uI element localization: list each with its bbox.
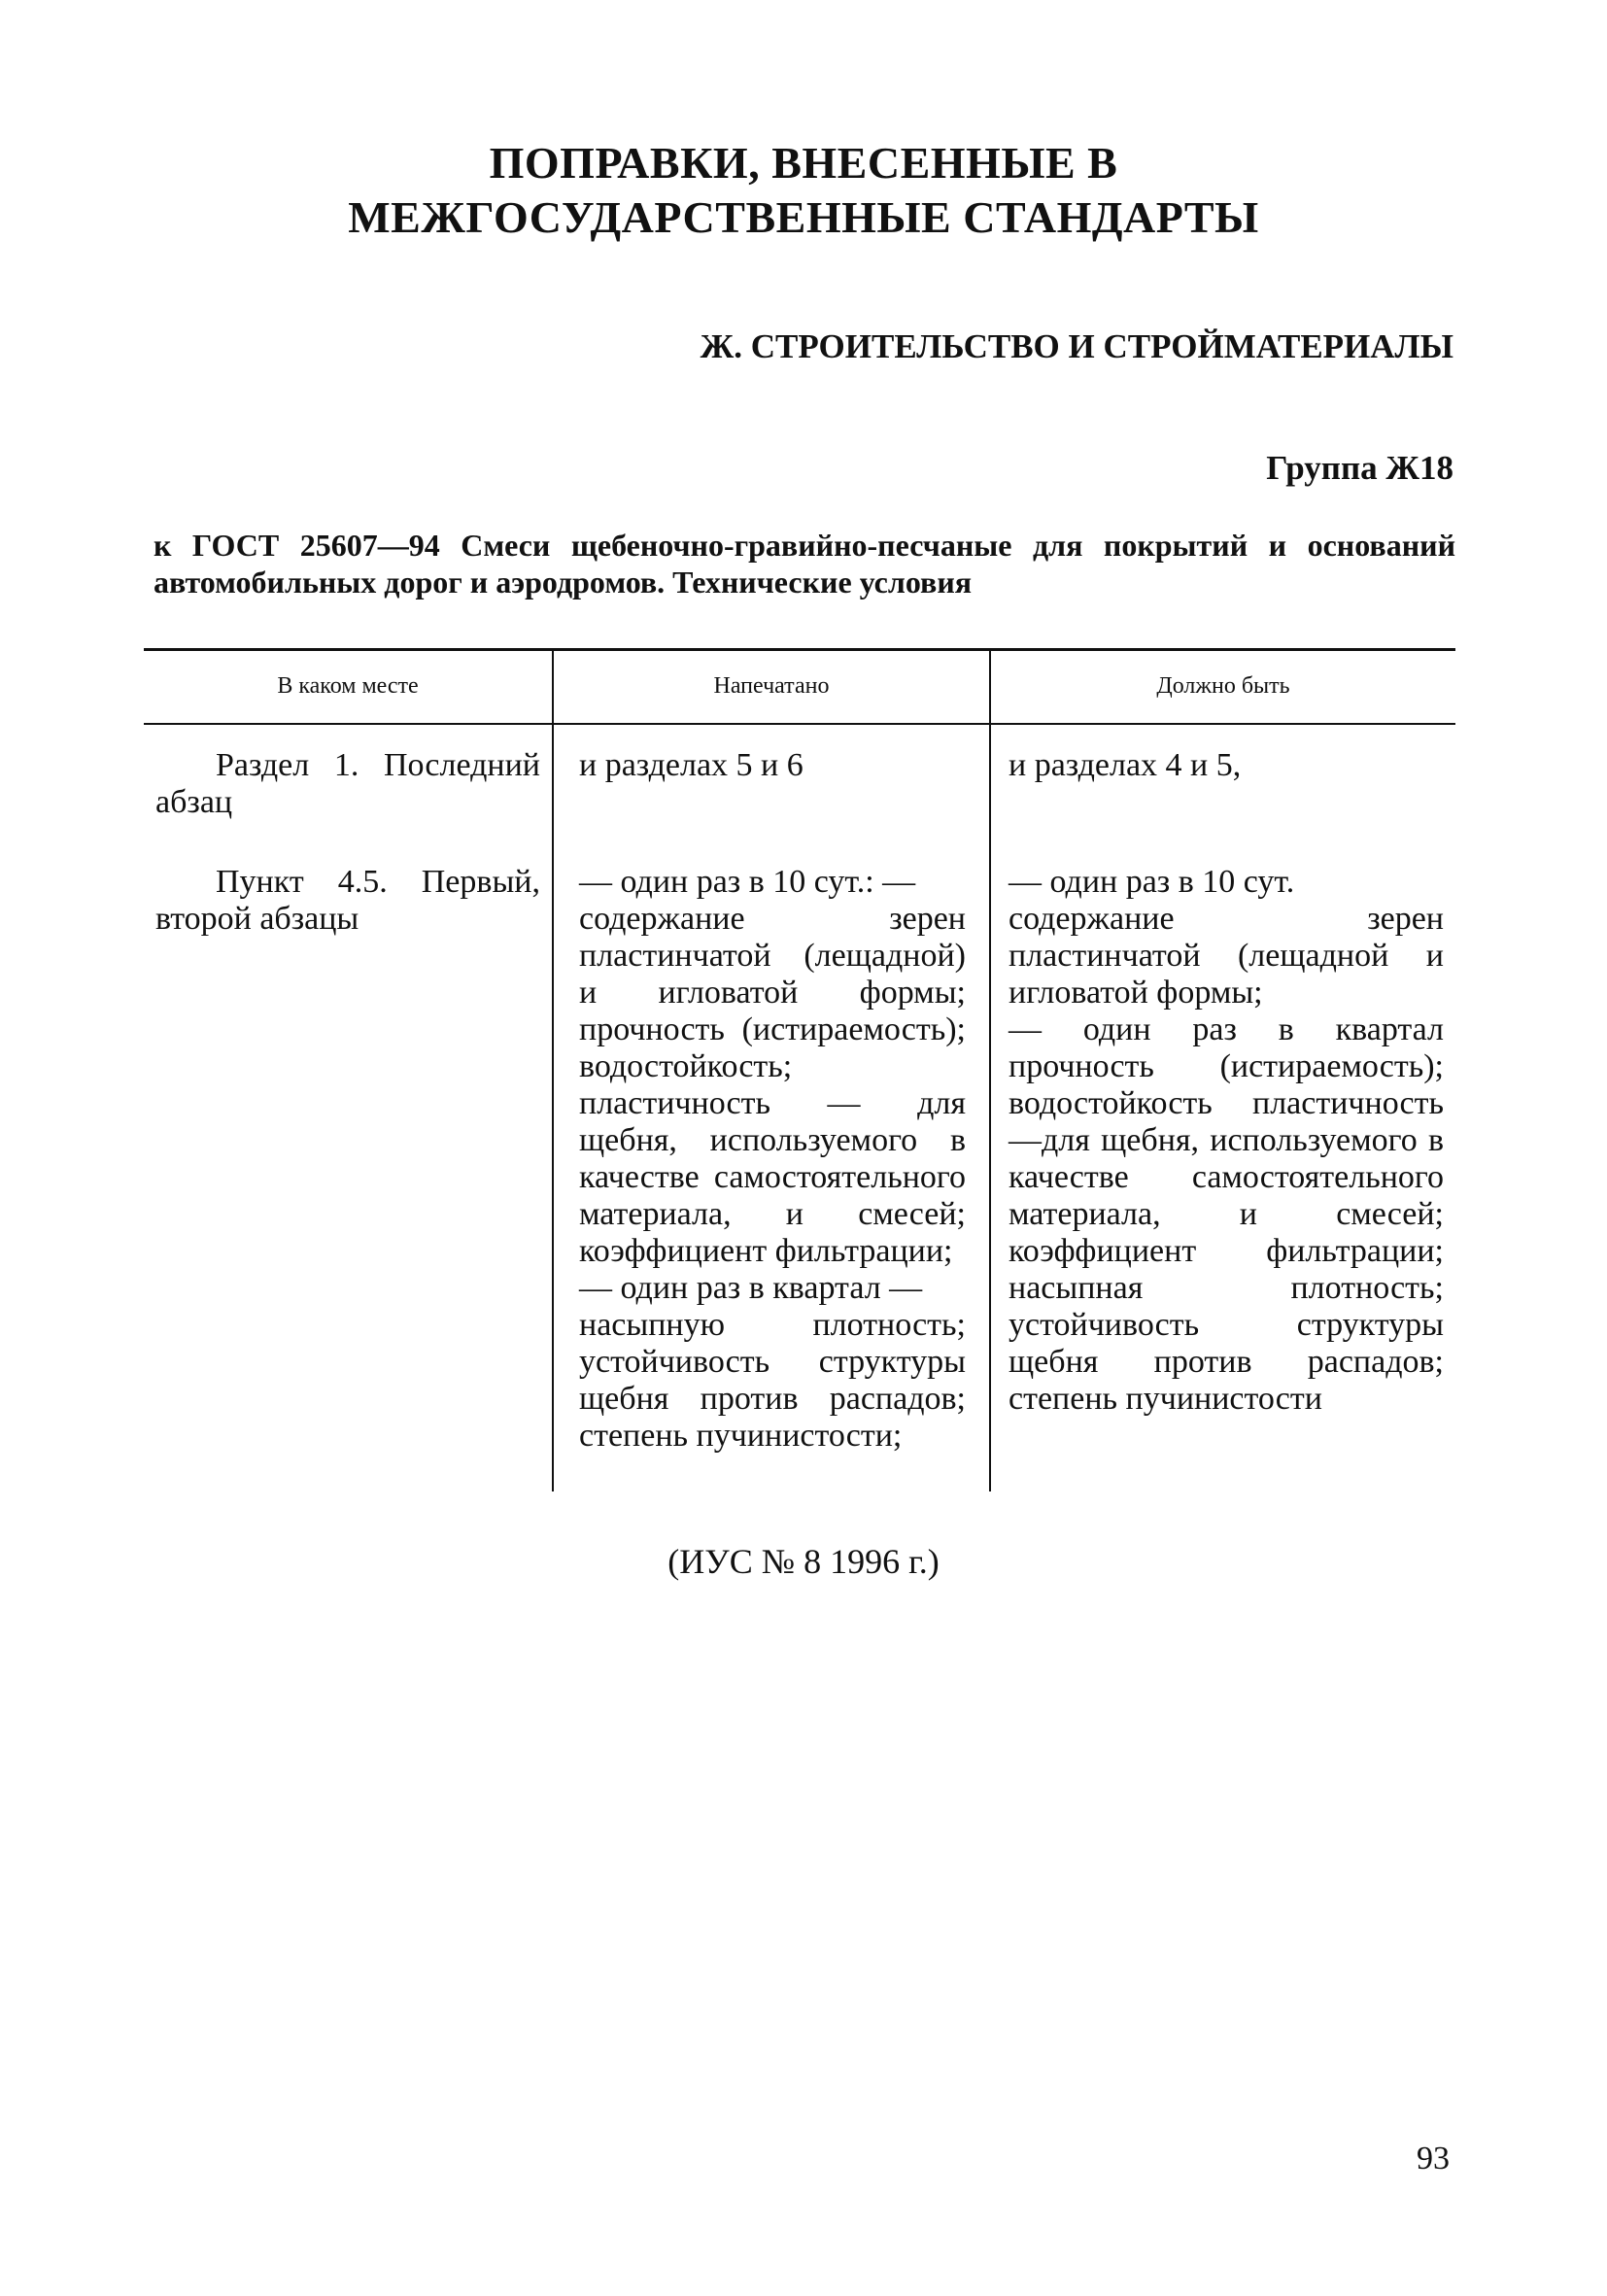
row-2-place: Пункт 4.5. Первый, второй абзацы	[155, 864, 540, 937]
row-2-should-be	[1009, 864, 1444, 1418]
row-2-printed-line-2: содержание зерен пластинчатой (лещадной) и игловатой формы; прочность (истираемость); водостойкость; пластичность — для щебня, используемого в качестве самостоятельного материала, и смесей; коэффициент фильтрации;	[579, 901, 966, 1269]
row-2-printed-line-1: — один раз в 10 сут.: —	[579, 864, 916, 900]
row-2-should-be-line-1: — один раз в 10 сут.	[1009, 864, 1295, 900]
row-2-should-be-line-2: содержание зерен пластинчатой (лещадной и игловатой формы;	[1009, 901, 1444, 1011]
page-title	[0, 136, 1607, 245]
column-header-should-be: Должно быть	[1156, 673, 1290, 699]
group-label: Группа Ж18	[1266, 449, 1453, 487]
row-1-printed: и разделах 5 и 6	[579, 747, 804, 783]
page-title-line-2: МЕЖГОСУДАРСТВЕННЫЕ СТАНДАРТЫ	[348, 192, 1259, 242]
section-heading: Ж. СТРОИТЕЛЬСТВО И СТРОЙМАТЕРИАЛЫ	[700, 327, 1453, 365]
row-2-printed-line-4: насыпную плотность; устойчивость структуры щебня против распадов; степень пучинистости;	[579, 1307, 966, 1454]
column-header-printed: Напечатано	[713, 673, 830, 699]
row-1-place: Раздел 1. Последний абзац	[155, 747, 540, 820]
row-2-printed-line-3: — один раз в квартал —	[579, 1270, 923, 1306]
page-title-line-1: ПОПРАВКИ, ВНЕСЕННЫЕ В	[489, 138, 1118, 188]
row-2-should-be-line-3: — один раз в квартал прочность (истираемость); водостойкость пластичность—для щебня, используемого в качестве самостоятельного материала, и смесей; коэффициент фильтрации; насыпная плотность; устойчивость структуры щебня против распадов; степень пучинистости	[1009, 1011, 1444, 1417]
source-footnote: (ИУС № 8 1996 г.)	[667, 1542, 940, 1581]
table-top-rule	[144, 648, 1455, 651]
column-header-place: В каком месте	[277, 673, 419, 699]
column-divider-1	[552, 651, 554, 1491]
table-header-rule	[144, 723, 1455, 725]
page-number: 93	[1417, 2141, 1450, 2176]
row-2-printed	[579, 864, 966, 1455]
column-divider-2	[989, 651, 991, 1491]
row-1-should-be: и разделах 4 и 5,	[1009, 747, 1242, 783]
standard-title: к ГОСТ 25607—94 Смеси щебеночно-гравийно-песчаные для покрытий и оснований автомобильных дорог и аэродромов. Технические условия	[154, 528, 1455, 600]
